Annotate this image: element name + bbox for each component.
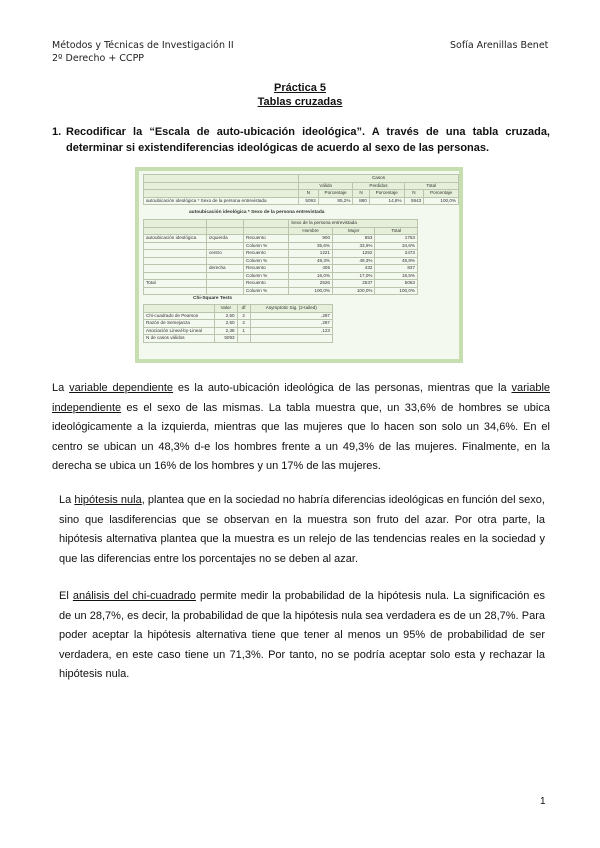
term-variable-dependiente: variable dependiente <box>69 382 174 394</box>
question-number: 1. <box>52 126 62 138</box>
term-independiente: independiente <box>52 401 122 414</box>
chi-square-caption: Chi-Square Tests <box>193 296 233 301</box>
question-1 <box>52 124 550 156</box>
paragraph-hipotesis: La hipótesis nula, plantea que en la sociedad no habría diferencias ideológicas en función del sexo, sino que lasdiferencias que se observan en la muestra son fruto del azar. Por otra parte, la hipótesis alternativa plantea que la muestra es un relejo de las tendencias reales en la sociedad y que las diferencias entre los porcentajes no se deben al azar. <box>59 494 545 565</box>
term-variable: variable <box>511 382 551 394</box>
paragraph-variables: La variable dependiente es la auto-ubicación ideológica de las personas, mientras que la variable independiente es el sexo de las mismas. La tabla muestra que, un 33,6% de hombres se ubica ideológicamente a la izquierda, mientras que las mujeres que lo hacen son solo un 34,6%. En el centro se ubican un 48,3% d-e los hombres frente a un 49,3% de las mujeres. Finalmente, en la derecha se ubica un 16% de los hombres y un 17% de las mujeres. <box>52 382 551 472</box>
term-analisis-chi-cuadrado: análisis del chi-cuadrado <box>72 590 196 602</box>
crosstab-caption: autoubicación ideológica * Sexo de la persona entrevistada <box>189 210 325 215</box>
header-course: Métodos y Técnicas de Investigación II <box>52 40 234 51</box>
question-text: Recodificar la “Escala de auto-ubicación ideológica”. A través de una tabla cruzada, determinar si existendiferencias ideológicas de acuerdo al sexo de las personas. <box>66 126 550 154</box>
header-author: Sofía Arenillas Benet <box>450 40 549 51</box>
page-number: 1 <box>540 796 546 807</box>
spss-output-image <box>135 167 463 363</box>
paragraph-chi-cuadrado: El análisis del chi-cuadrado permite medir la probabilidad de la hipótesis nula. La significación es de un 28,7%, es decir, la probabilidad de que la hipótesis nula sea verdadera es de un 28,7%. Para poder aceptar la hipótesis alternativa tiene que tener al menos un 95% de probabilidad de ser verdadera, en este caso tiene un 71,3%. Por tanto, no se podría aceptar solo esta y rechazar la hipótesis nula. <box>59 590 545 680</box>
chi-square-table: Valor df Asymptotic Sig. (2-tailed) Chi-cuadrado de Pearson 2,50 2 ,287 Razón de Semejanza 2,50 2 ,287 Asociación Lineal-by-Lineal 2,38 1 ,123 N de casos válidos 5093 <box>143 304 333 343</box>
case-summary-table: Casos Válido Perdidos Total N Porcentaje N Porcentaje N Porcentaje autoubicación ideológica * Sexo de la persona entrevistada 5093 85,2% 880 14,8% 5943 100,0% <box>143 174 459 205</box>
page-title: Práctica 5 <box>274 82 326 94</box>
term-hipotesis-nula: hipótesis nula <box>74 494 142 506</box>
page-subtitle: Tablas cruzadas <box>257 96 343 108</box>
header-program: 2º Derecho + CCPP <box>52 53 145 64</box>
crosstab-table: Sexo de la persona entrevistada Hombre Mujer Total autoubicación ideológica izquierda Recuento 900 853 1753 Column % 35,6% 33,6% 34,6% centro Recuento 1221 1252 2473 Column % 48,3% 49,3% 48,8% derecha Recuento 405 432 837 Column % 16,0% 17,0% 16,5% Total Recuento 2526 2537 5063 Column % 100,0% 100,0% 100,0% <box>143 219 418 295</box>
